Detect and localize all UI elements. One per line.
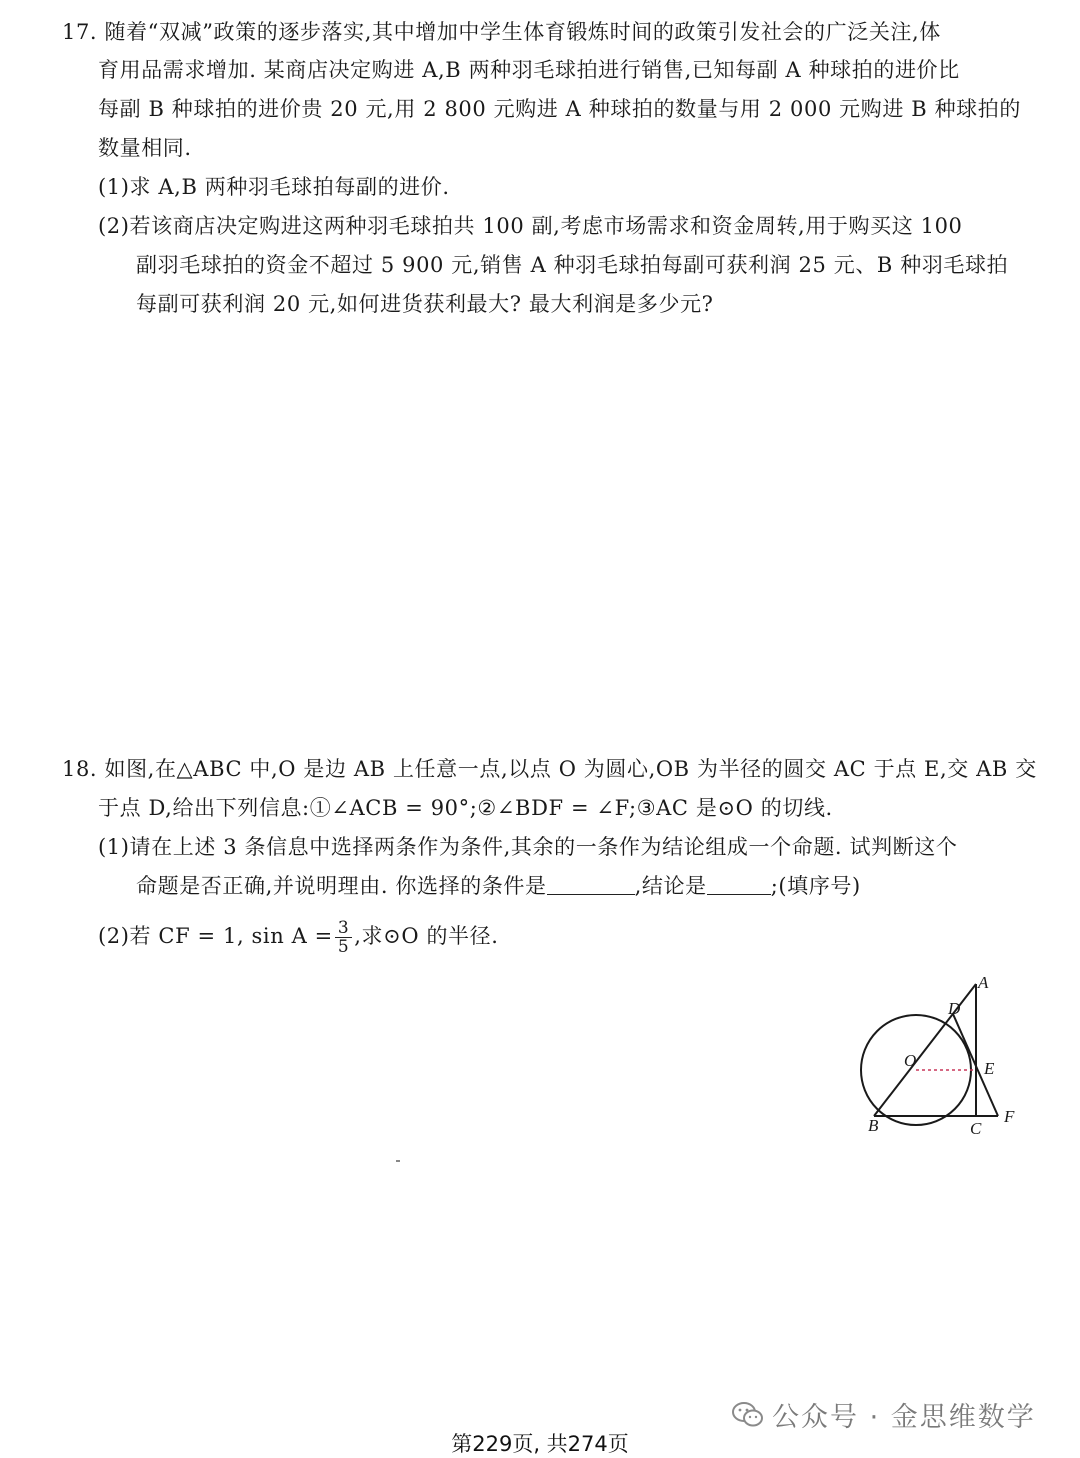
label-f: F	[1004, 1107, 1015, 1126]
q18-part-2-text-b: ,求⊙O 的半径.	[354, 924, 499, 948]
q18-part-2-text-a: (2)若 CF = 1, sin A =	[98, 924, 333, 948]
q18-part-2	[98, 916, 499, 956]
q18-line-1: 18. 如图,在△ABC 中,O 是边 AB 上任意一点,以点 O 为圆心,OB 为半径的圆交 AC 于点 E,交 AB 交	[62, 757, 1037, 781]
label-o: O	[904, 1051, 917, 1070]
watermark-text: 公众号 · 金思维数学	[772, 1402, 1036, 1433]
label-a: A	[978, 973, 989, 992]
q18-part-1-text-a: 命题是否正确,并说明理由. 你选择的条件是	[136, 874, 547, 898]
q18-part-1-line-2	[136, 872, 861, 900]
q18-part-1-line-1: (1)请在上述 3 条信息中选择两条作为条件,其余的一条作为结论组成一个命题. 试判断这个	[98, 835, 958, 859]
q18-part-1-text-c: ;(填序号)	[770, 874, 861, 898]
scan-speck	[396, 1160, 400, 1162]
q17-line-1: 17. 随着“双减”政策的逐步落实,其中增加中学生体育锻炼时间的政策引发社会的广泛关注,体	[62, 20, 941, 44]
sin-a-fraction	[335, 919, 352, 956]
q17-part-1: (1)求 A,B 两种羽毛球拍每副的进价.	[98, 175, 450, 199]
label-b: B	[868, 1116, 879, 1135]
segment-ab	[874, 984, 976, 1116]
label-d: D	[948, 999, 961, 1018]
label-e: E	[984, 1059, 995, 1078]
conclusion-answer-blank[interactable]	[707, 874, 771, 895]
q18-line-2: 于点 D,给出下列信息:①∠ACB = 90°;②∠BDF = ∠F;③AC 是⊙O 的切线.	[98, 796, 833, 820]
q17-part-2-line-2: 副羽毛球拍的资金不超过 5 900 元,销售 A 种羽毛球拍每副可获利润 25 元、B 种羽毛球拍	[136, 253, 1009, 277]
condition-answer-blank[interactable]	[547, 874, 635, 895]
q17-line-3: 每副 B 种球拍的进价贵 20 元,用 2 800 元购进 A 种球拍的数量与用 2 000 元购进 B 种球拍的	[98, 97, 1021, 121]
q17-part-2-line-3: 每副可获利润 20 元,如何进货获利最大? 最大利润是多少元?	[136, 292, 714, 316]
q17-line-2: 育用品需求增加. 某商店决定购进 A,B 两种羽毛球拍进行销售,已知每副 A 种球拍的进价比	[98, 58, 960, 82]
q17-part-2-line-1: (2)若该商店决定购进这两种羽毛球拍共 100 副,考虑市场需求和资金周转,用于购买这 100	[98, 214, 963, 238]
q18-part-1-text-b: ,结论是	[634, 874, 707, 898]
fraction-denominator: 5	[337, 937, 350, 957]
wechat-icon	[732, 1401, 764, 1429]
label-c: C	[970, 1119, 982, 1138]
fraction-numerator: 3	[335, 919, 352, 938]
geometry-figure	[850, 970, 1040, 1140]
q17-line-4: 数量相同.	[98, 136, 192, 160]
page-footer: 第229页, 共274页	[451, 1432, 629, 1456]
